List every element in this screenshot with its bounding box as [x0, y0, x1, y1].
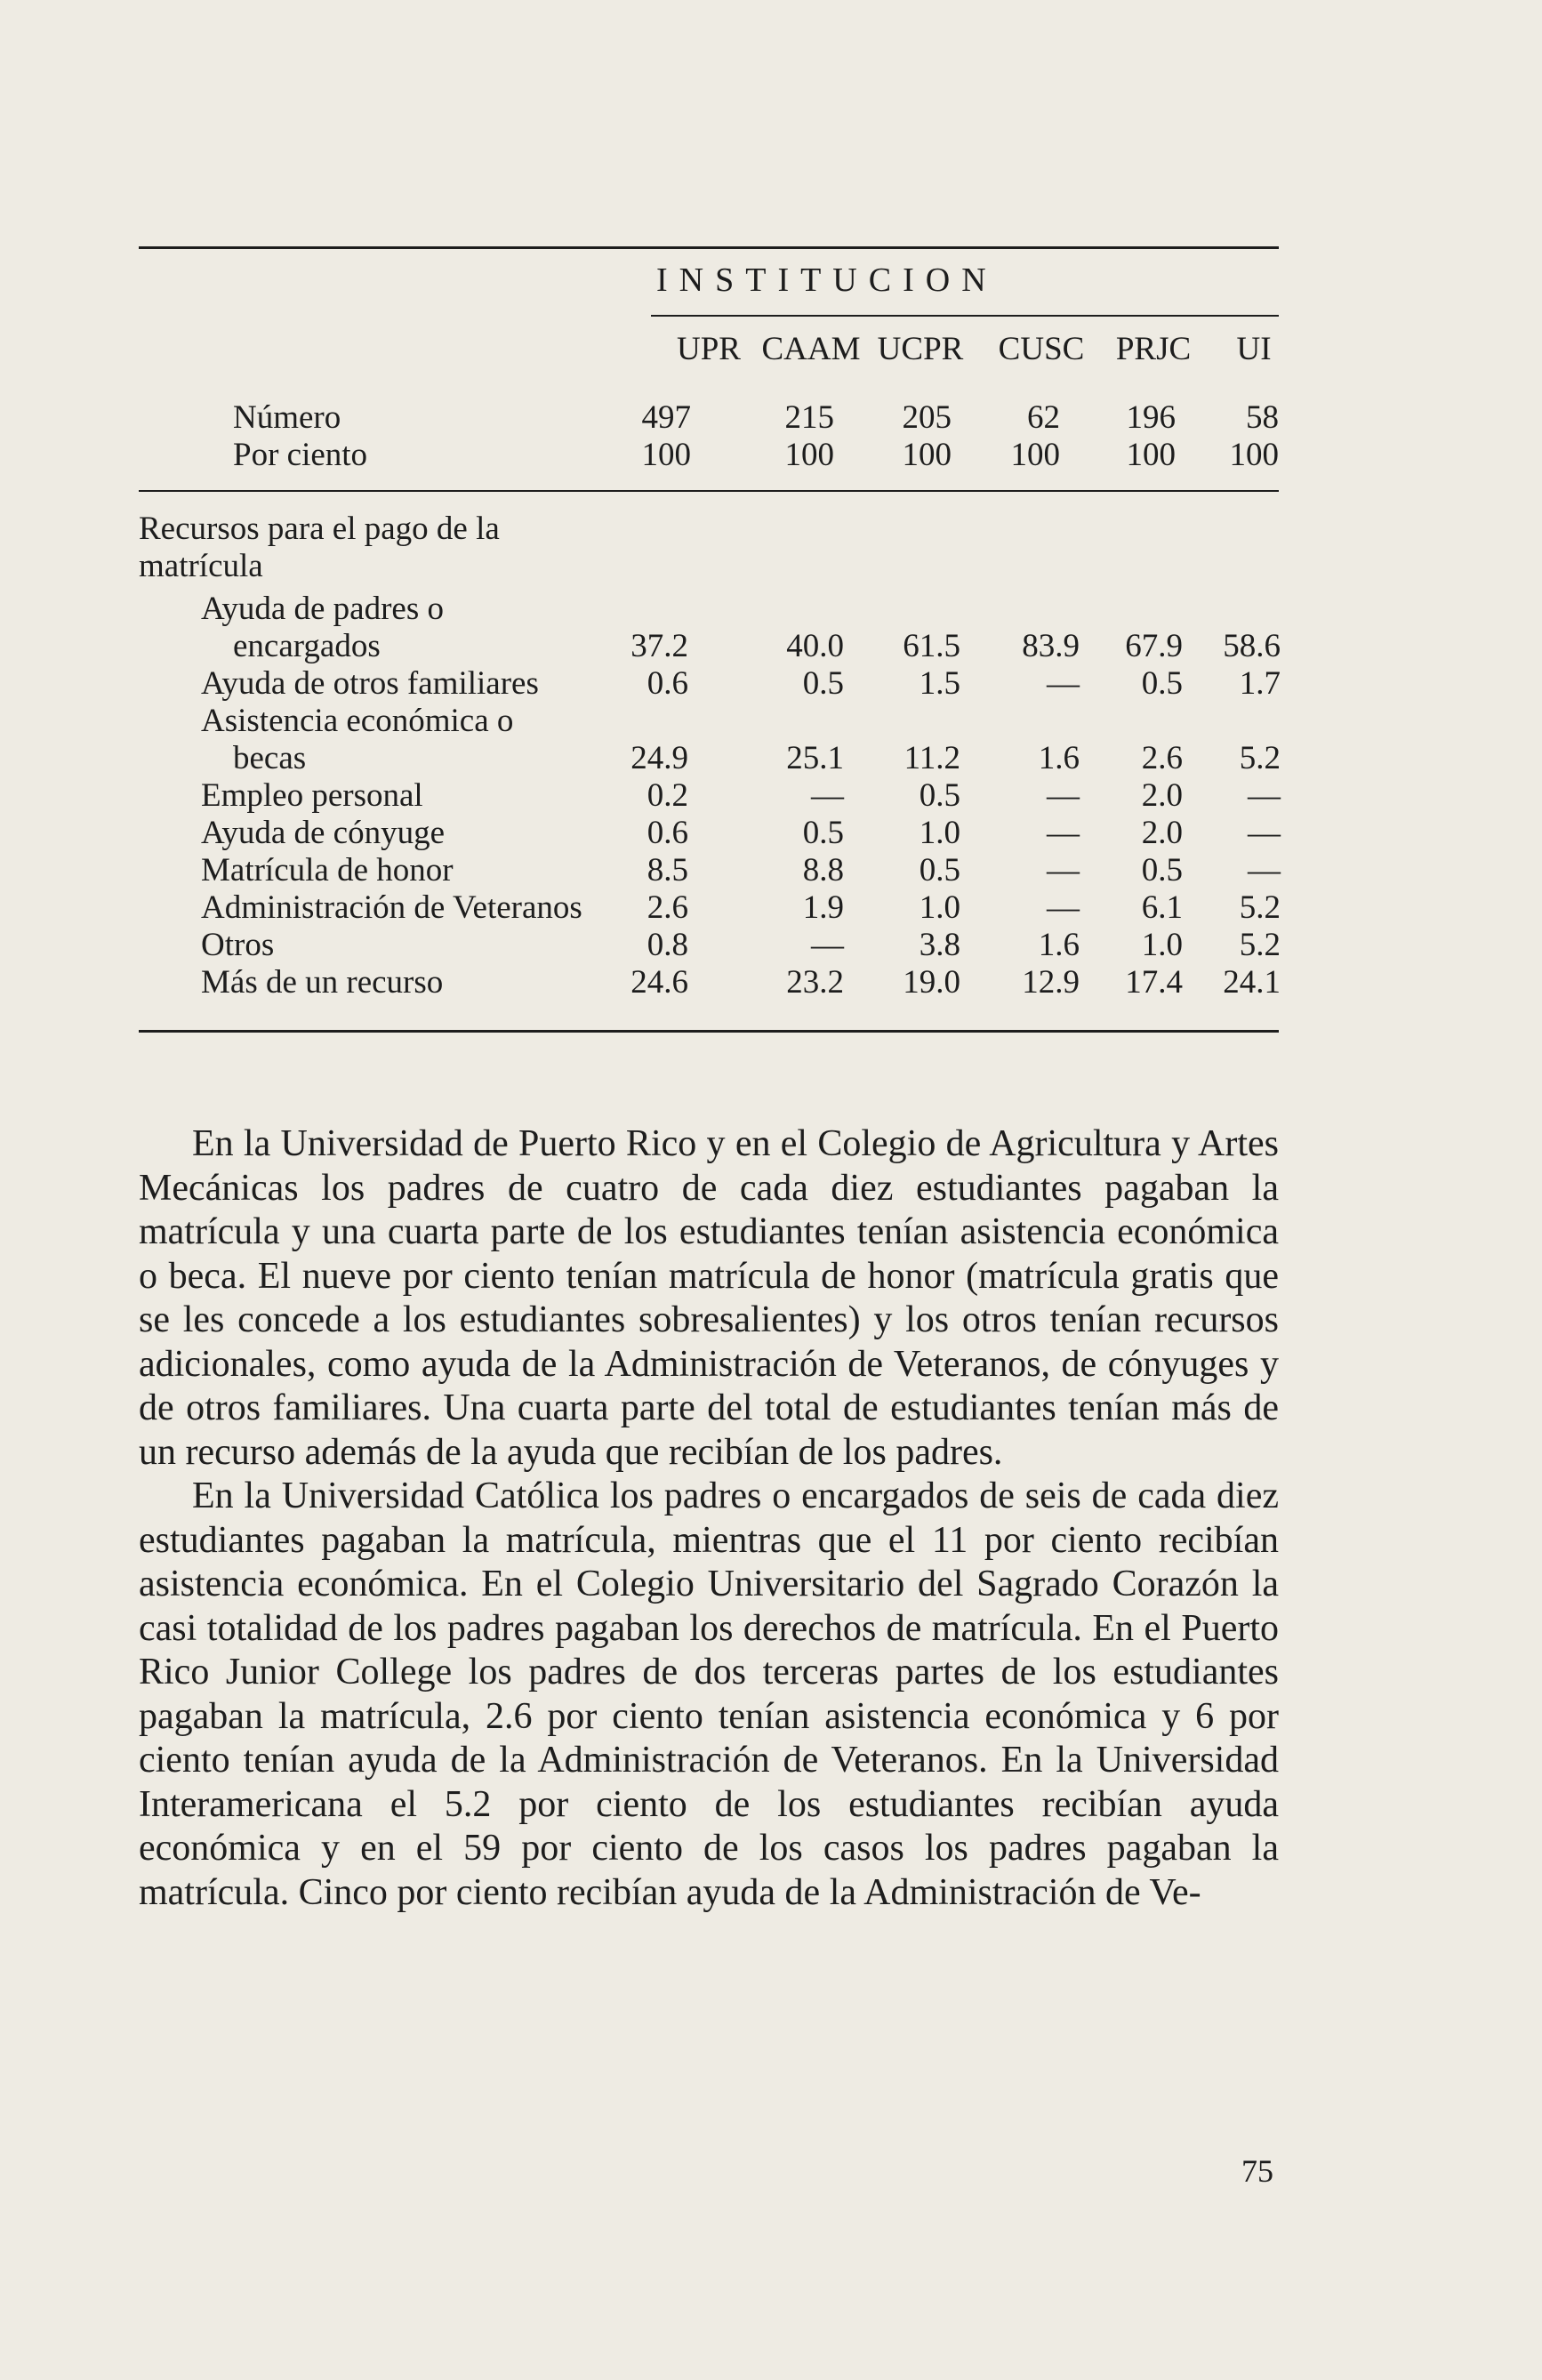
cell: 100	[641, 437, 691, 473]
cell: 24.6	[630, 964, 688, 1001]
cell: 100	[1126, 437, 1176, 473]
institution-header: INSTITUCION	[656, 261, 998, 299]
cell: 12.9	[1022, 964, 1080, 1001]
section-title: Recursos para el pago de la	[139, 511, 500, 547]
cell: 8.5	[647, 852, 688, 888]
cell: 1.6	[1038, 927, 1080, 963]
cell: —	[811, 777, 844, 814]
table-top-rule	[139, 246, 1279, 249]
cell: 0.5	[919, 852, 960, 888]
cell: 1.0	[919, 889, 960, 926]
cell: —	[1047, 777, 1080, 814]
cell: 100	[1229, 437, 1279, 473]
cell: 23.2	[786, 964, 844, 1001]
cell: 2.0	[1141, 777, 1183, 814]
cell: —	[811, 927, 844, 963]
cell: —	[1047, 815, 1080, 851]
cell: 5.2	[1239, 927, 1281, 963]
cell: 0.5	[1141, 665, 1183, 702]
row-label: Ayuda de otros familiares	[201, 665, 539, 702]
cell: —	[1248, 852, 1281, 888]
cell: —	[1047, 889, 1080, 926]
row-label-cont: becas	[233, 740, 307, 776]
cell: 205	[902, 399, 952, 436]
cell: 1.7	[1239, 665, 1281, 702]
cell: 19.0	[903, 964, 960, 1001]
cell: 1.9	[802, 889, 844, 926]
cell: 83.9	[1022, 628, 1080, 664]
row-label: Otros	[201, 927, 275, 963]
cell: 497	[641, 399, 691, 436]
column-header-prjc: PRJC	[1115, 331, 1192, 367]
cell: 61.5	[903, 628, 960, 664]
cell: 3.8	[919, 927, 960, 963]
row-label: Matrícula de honor	[201, 852, 454, 888]
paragraph: En la Universidad de Puerto Rico y en el Colegio de Agricultura y Artes Mecánicas los padres de cuatro de cada diez estudiantes pagaban la matrícula y una cuarta parte de los estudiantes tenían asistencia económica o beca. El nueve por ciento tenían matrícula de honor (matrícula gratis que se les concede a los estudiantes sobresalientes) y los otros tenían recursos adicionales, como ayuda de la Administración de Veteranos, de cónyuges y de otros familiares. Una cuarta parte del total de estudiantes tenían más de un recurso además de la ayuda que recibían de los padres.	[139, 1123, 1279, 1473]
cell: 0.8	[647, 927, 688, 963]
cell: 5.2	[1239, 740, 1281, 776]
cell: 37.2	[630, 628, 688, 664]
cell: 58	[1246, 399, 1279, 436]
row-label: Ayuda de padres o	[201, 591, 444, 627]
cell: 100	[784, 437, 834, 473]
cell: 215	[784, 399, 834, 436]
cell: 1.6	[1038, 740, 1080, 776]
row-label: Administración de Veteranos	[201, 889, 582, 926]
row-label-numero: Número	[233, 399, 341, 436]
cell: 5.2	[1239, 889, 1281, 926]
column-header-cusc: CUSC	[998, 331, 1085, 367]
cell: 1.0	[919, 815, 960, 851]
cell: 40.0	[786, 628, 844, 664]
cell: 2.0	[1141, 815, 1183, 851]
row-label: Asistencia económica o	[201, 703, 514, 739]
paragraph: En la Universidad Católica los padres o encargados de seis de cada diez estudiantes pagaban la matrícula, mientras que el 11 por ciento recibían asistencia económica. En el Colegio Universitario del Sagrado Corazón la casi totalidad de los padres pagaban los derechos de matrícula. En el Puerto Rico Junior College los padres de dos terceras partes de los estudiantes pagaban la matrícula, 2.6 por ciento tenían asistencia económica y 6 por ciento tenían ayuda de la Administración de Veteranos. En la Universidad Interamericana el 5.2 por ciento de los estudiantes recibían ayuda económica y en el 59 por ciento de los casos los padres pagaban la matrícula. Cinco por ciento recibían ayuda de la Administración de Ve-	[139, 1475, 1279, 1913]
cell: 24.1	[1223, 964, 1281, 1001]
page-number: 75	[1241, 2153, 1273, 2189]
cell: 58.6	[1223, 628, 1281, 664]
column-header-ucpr: UCPR	[877, 331, 964, 367]
cell: 100	[1010, 437, 1060, 473]
cell: 67.9	[1125, 628, 1183, 664]
cell: 11.2	[904, 740, 960, 776]
cell: 1.0	[1141, 927, 1183, 963]
cell: 25.1	[786, 740, 844, 776]
cell: 0.5	[802, 665, 844, 702]
cell: 0.5	[919, 777, 960, 814]
row-label: Empleo personal	[201, 777, 423, 814]
column-header-ui: UI	[1236, 331, 1272, 367]
cell: 0.6	[647, 665, 688, 702]
cell: —	[1047, 665, 1080, 702]
cell: 0.5	[802, 815, 844, 851]
row-label: Más de un recurso	[201, 964, 444, 1001]
cell: 100	[902, 437, 952, 473]
cell: 0.5	[1141, 852, 1183, 888]
row-label: Ayuda de cónyuge	[201, 815, 446, 851]
cell: 2.6	[1141, 740, 1183, 776]
row-label-cont: encargados	[233, 628, 381, 664]
cell: —	[1248, 815, 1281, 851]
cell: 62	[1027, 399, 1060, 436]
section-title-cont: matrícula	[139, 548, 263, 584]
institution-underline	[651, 315, 1279, 317]
table-bottom-rule	[139, 1030, 1279, 1033]
cell: 0.6	[647, 815, 688, 851]
cell: 24.9	[630, 740, 688, 776]
column-header-caam: CAAM	[761, 331, 861, 367]
cell: 8.8	[802, 852, 844, 888]
column-header-upr: UPR	[677, 331, 741, 367]
cell: 196	[1126, 399, 1176, 436]
cell: —	[1248, 777, 1281, 814]
cell: 6.1	[1141, 889, 1183, 926]
cell: 2.6	[647, 889, 688, 926]
cell: 17.4	[1125, 964, 1183, 1001]
summary-divider	[139, 490, 1279, 492]
cell: 1.5	[919, 665, 960, 702]
body-text	[139, 1122, 1279, 1915]
cell: 0.2	[647, 777, 688, 814]
row-label-por-ciento: Por ciento	[233, 437, 368, 473]
cell: —	[1047, 852, 1080, 888]
